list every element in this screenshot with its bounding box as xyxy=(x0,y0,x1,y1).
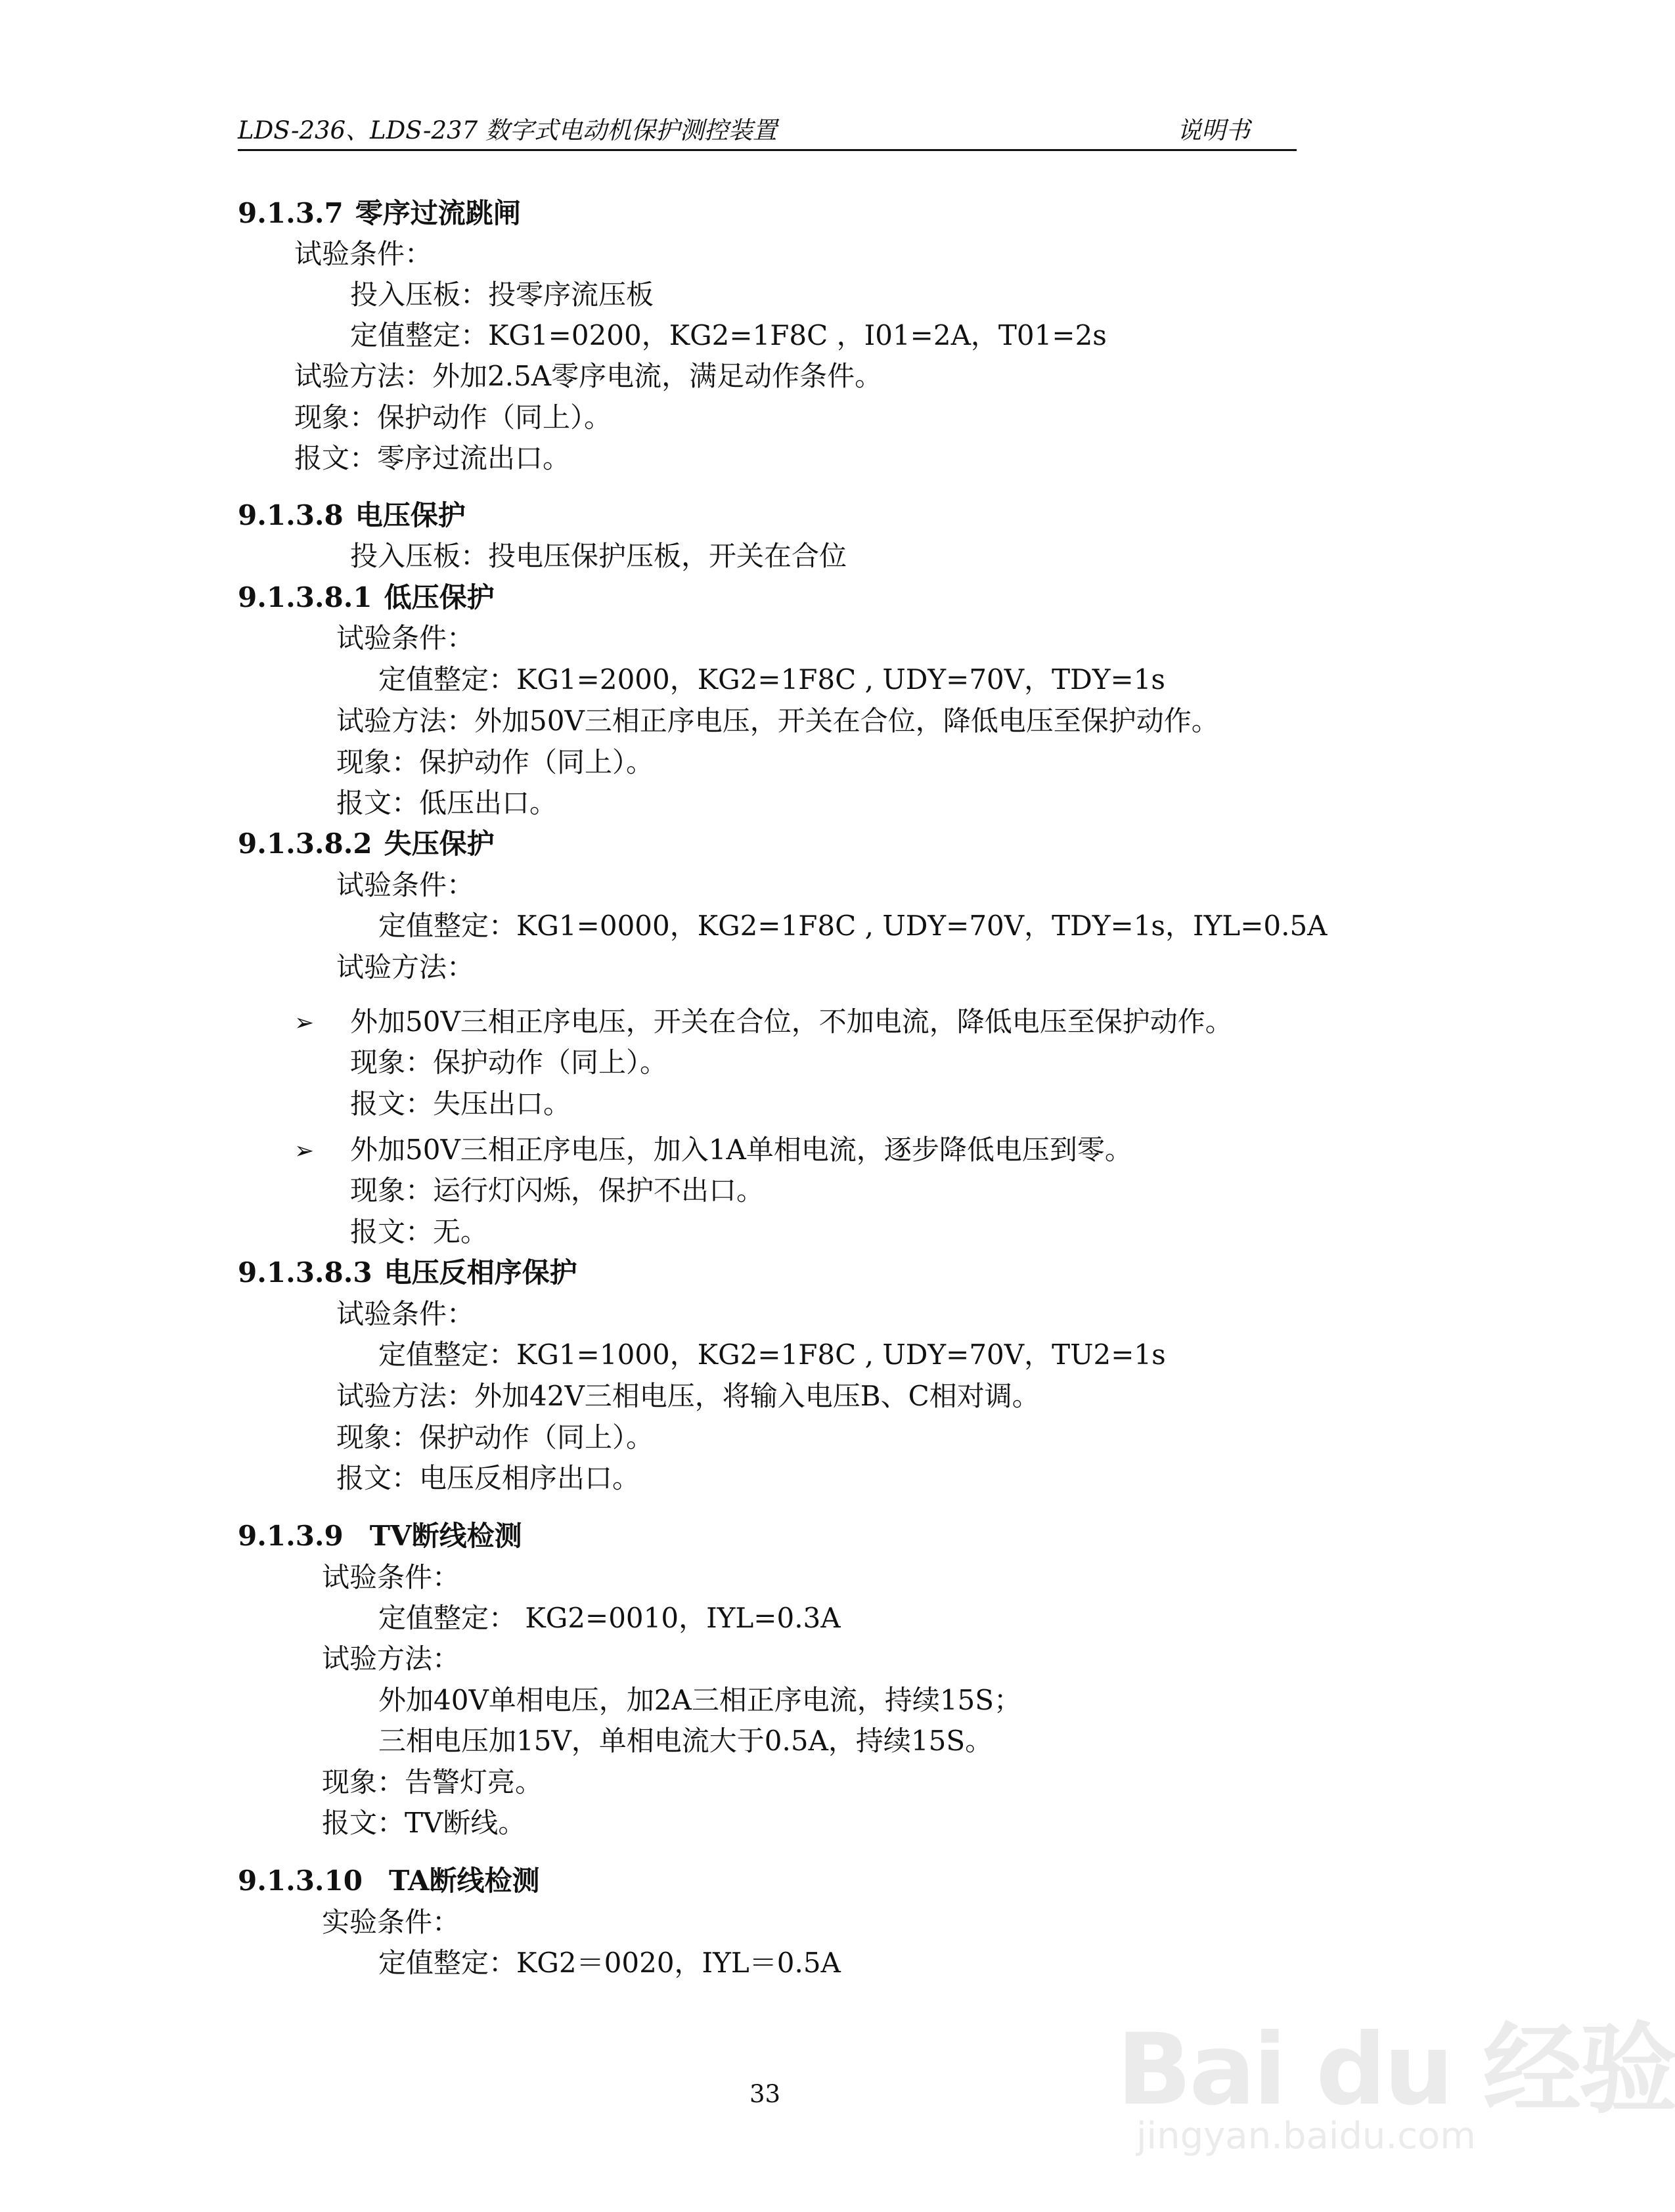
setting-condition: 定值整定： KG2=0010，IYL=0.3A xyxy=(378,1602,841,1634)
setting-condition: 定值整定：KG1=0000，KG2=1F8C , UDY=70V，TDY=1s，IYL=0.5A xyxy=(378,910,1328,942)
section-heading-91381 xyxy=(238,581,495,613)
baidu-jingyan-watermark xyxy=(1117,1990,1675,2187)
running-header-title: LDS-236、LDS-237 数字式电动机保护测控装置 xyxy=(238,116,777,144)
section-number: 9.1.3.8.2 xyxy=(238,828,372,860)
page-number: 33 xyxy=(749,2080,781,2108)
setting-condition: 定值整定：KG1=1000，KG2=1F8C , UDY=70V，TU2=1s xyxy=(378,1338,1166,1371)
test-condition-label: 试验条件： xyxy=(336,869,475,901)
section-heading-91382 xyxy=(238,830,495,858)
plate-condition: 投入压板：投零序流压板 xyxy=(350,278,654,311)
section-number: 9.1.3.8.1 xyxy=(238,581,372,613)
test-method-step-1: 外加40V单相电压，加2A三相正序电流，持续15S； xyxy=(378,1684,1022,1716)
section-title: TA断线检测 xyxy=(388,1865,540,1897)
report-message: 报文：低压出口。 xyxy=(336,787,558,819)
phenomenon: 现象：运行灯闪烁，保护不出口。 xyxy=(350,1174,765,1206)
test-method: 试验方法：外加42V三相电压，将输入电压B、C相对调。 xyxy=(336,1380,1040,1412)
section-title: 零序过流跳闸 xyxy=(355,197,521,229)
phenomenon: 现象：告警灯亮。 xyxy=(322,1766,543,1798)
setting-condition: 定值整定：KG2＝0020，IYL＝0.5A xyxy=(378,1947,841,1979)
setting-condition: 定值整定：KG1=2000，KG2=1F8C , UDY=70V，TDY=1s xyxy=(378,663,1165,696)
report-message: 报文：无。 xyxy=(350,1216,489,1248)
phenomenon: 现象：保护动作（同上）。 xyxy=(294,401,612,433)
section-title: 失压保护 xyxy=(384,828,495,860)
test-method: 试验方法：外加2.5A零序电流，满足动作条件。 xyxy=(294,360,883,392)
section-heading-9139 xyxy=(238,1522,522,1550)
test-method-label: 试验方法： xyxy=(336,951,475,983)
test-condition-label: 实验条件： xyxy=(322,1906,460,1938)
test-condition-label: 试验条件： xyxy=(294,238,433,270)
watermark-logo: Bai du 经验 xyxy=(1117,2013,1675,2127)
section-title: 电压保护 xyxy=(355,499,466,531)
test-condition-label: 试验条件： xyxy=(336,1298,475,1330)
test-condition-label: 试验条件： xyxy=(322,1561,460,1593)
section-number: 9.1.3.8 xyxy=(238,499,344,531)
plate-condition: 投入压板：投电压保护压板，开关在合位 xyxy=(350,540,847,572)
section-number: 9.1.3.7 xyxy=(238,197,344,229)
report-message: 报文：失压出口。 xyxy=(350,1088,571,1120)
section-heading-91383 xyxy=(238,1256,577,1289)
running-header-right: 说明书 xyxy=(1177,116,1250,144)
report-message: 报文：TV断线。 xyxy=(322,1807,526,1839)
section-title: 电压反相序保护 xyxy=(384,1256,577,1289)
phenomenon: 现象：保护动作（同上）。 xyxy=(336,746,654,778)
section-title: 低压保护 xyxy=(384,581,495,613)
phenomenon: 现象：保护动作（同上）。 xyxy=(336,1421,654,1453)
section-number: 9.1.3.10 xyxy=(238,1865,363,1897)
section-number: 9.1.3.9 xyxy=(238,1520,344,1552)
test-case-2: 外加50V三相正序电压，加入1A单相电流，逐步降低电压到零。 xyxy=(350,1134,1132,1166)
test-method: 试验方法：外加50V三相正序电压，开关在合位，降低电压至保护动作。 xyxy=(336,705,1219,737)
test-case-1: 外加50V三相正序电压，开关在合位，不加电流，降低电压至保护动作。 xyxy=(350,1006,1233,1038)
test-condition-label: 试验条件： xyxy=(336,622,475,654)
report-message: 报文：电压反相序出口。 xyxy=(336,1462,640,1494)
section-heading-91310 xyxy=(238,1867,540,1895)
section-heading-9137 xyxy=(238,197,521,229)
setting-condition: 定值整定：KG1=0200，KG2=1F8C ，I01=2A，T01=2s xyxy=(350,319,1107,351)
section-heading-9138 xyxy=(238,499,466,531)
test-method-step-2: 三相电压加15V，单相电流大于0.5A，持续15S。 xyxy=(378,1725,993,1757)
section-number: 9.1.3.8.3 xyxy=(238,1256,372,1289)
bullet-arrow-icon: ➢ xyxy=(294,1009,315,1036)
section-title: TV断线检测 xyxy=(369,1520,522,1552)
report-message: 报文：零序过流出口。 xyxy=(294,442,571,474)
watermark-url: jingyan.baidu.com xyxy=(1136,2115,1476,2157)
phenomenon: 现象：保护动作（同上）。 xyxy=(350,1046,668,1078)
test-method-label: 试验方法： xyxy=(322,1643,460,1675)
bullet-arrow-icon: ➢ xyxy=(294,1138,315,1164)
header-rule xyxy=(238,149,1297,151)
